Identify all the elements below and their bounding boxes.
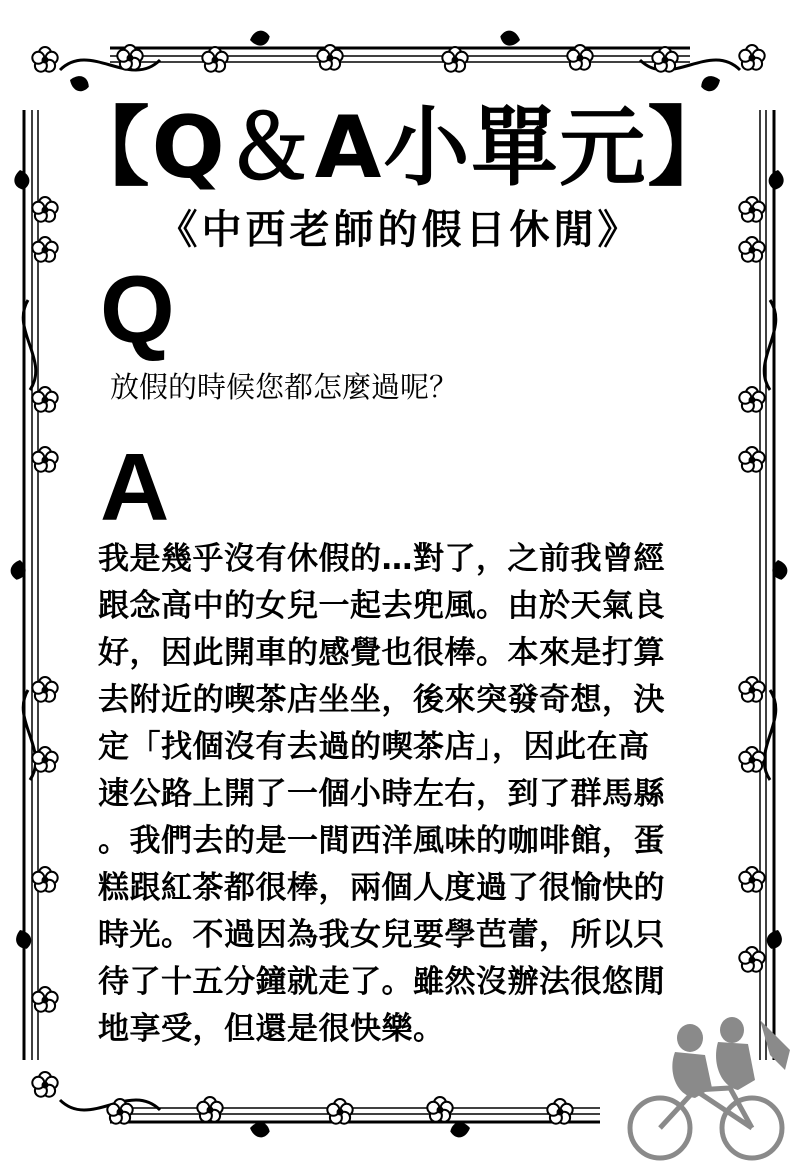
answer-line: 去附近的喫茶店坐坐，後來突發奇想，決 xyxy=(98,682,665,718)
answer-line: 。我們去的是一間西洋風味的咖啡館，蛋 xyxy=(98,823,665,859)
answer-line: 跟念高中的女兒一起去兜風。由於天氣良 xyxy=(98,588,665,624)
question-text: 放假的時候您都怎麼過呢？ xyxy=(110,370,459,404)
page-title: 【Q＆A小單元】 xyxy=(63,98,736,198)
answer-marker: A xyxy=(100,434,170,541)
question-marker: Q xyxy=(100,256,175,363)
answer-line: 速公路上開了一個小時左右，到了群馬縣 xyxy=(98,776,665,812)
answer-line: 時光。不過因為我女兒要學芭蕾，所以只 xyxy=(98,917,665,953)
page-subtitle: 《中西老師的假日休閒》 xyxy=(157,206,642,253)
answer-line: 好，因此開車的感覺也很棒。本來是打算 xyxy=(98,635,665,671)
answer-line: 地享受，但還是很快樂。 xyxy=(98,1011,445,1047)
answer-line: 定「找個沒有去過的喫茶店」，因此在高 xyxy=(98,729,650,765)
answer-line: 待了十五分鐘就走了。雖然沒辦法很悠閒 xyxy=(98,964,665,1000)
answer-text xyxy=(98,536,738,1053)
answer-line: 糕跟紅茶都很棒，兩個人度過了很愉快的 xyxy=(98,870,665,906)
answer-line: 我是幾乎沒有休假的…對了，之前我曾經 xyxy=(98,541,665,577)
